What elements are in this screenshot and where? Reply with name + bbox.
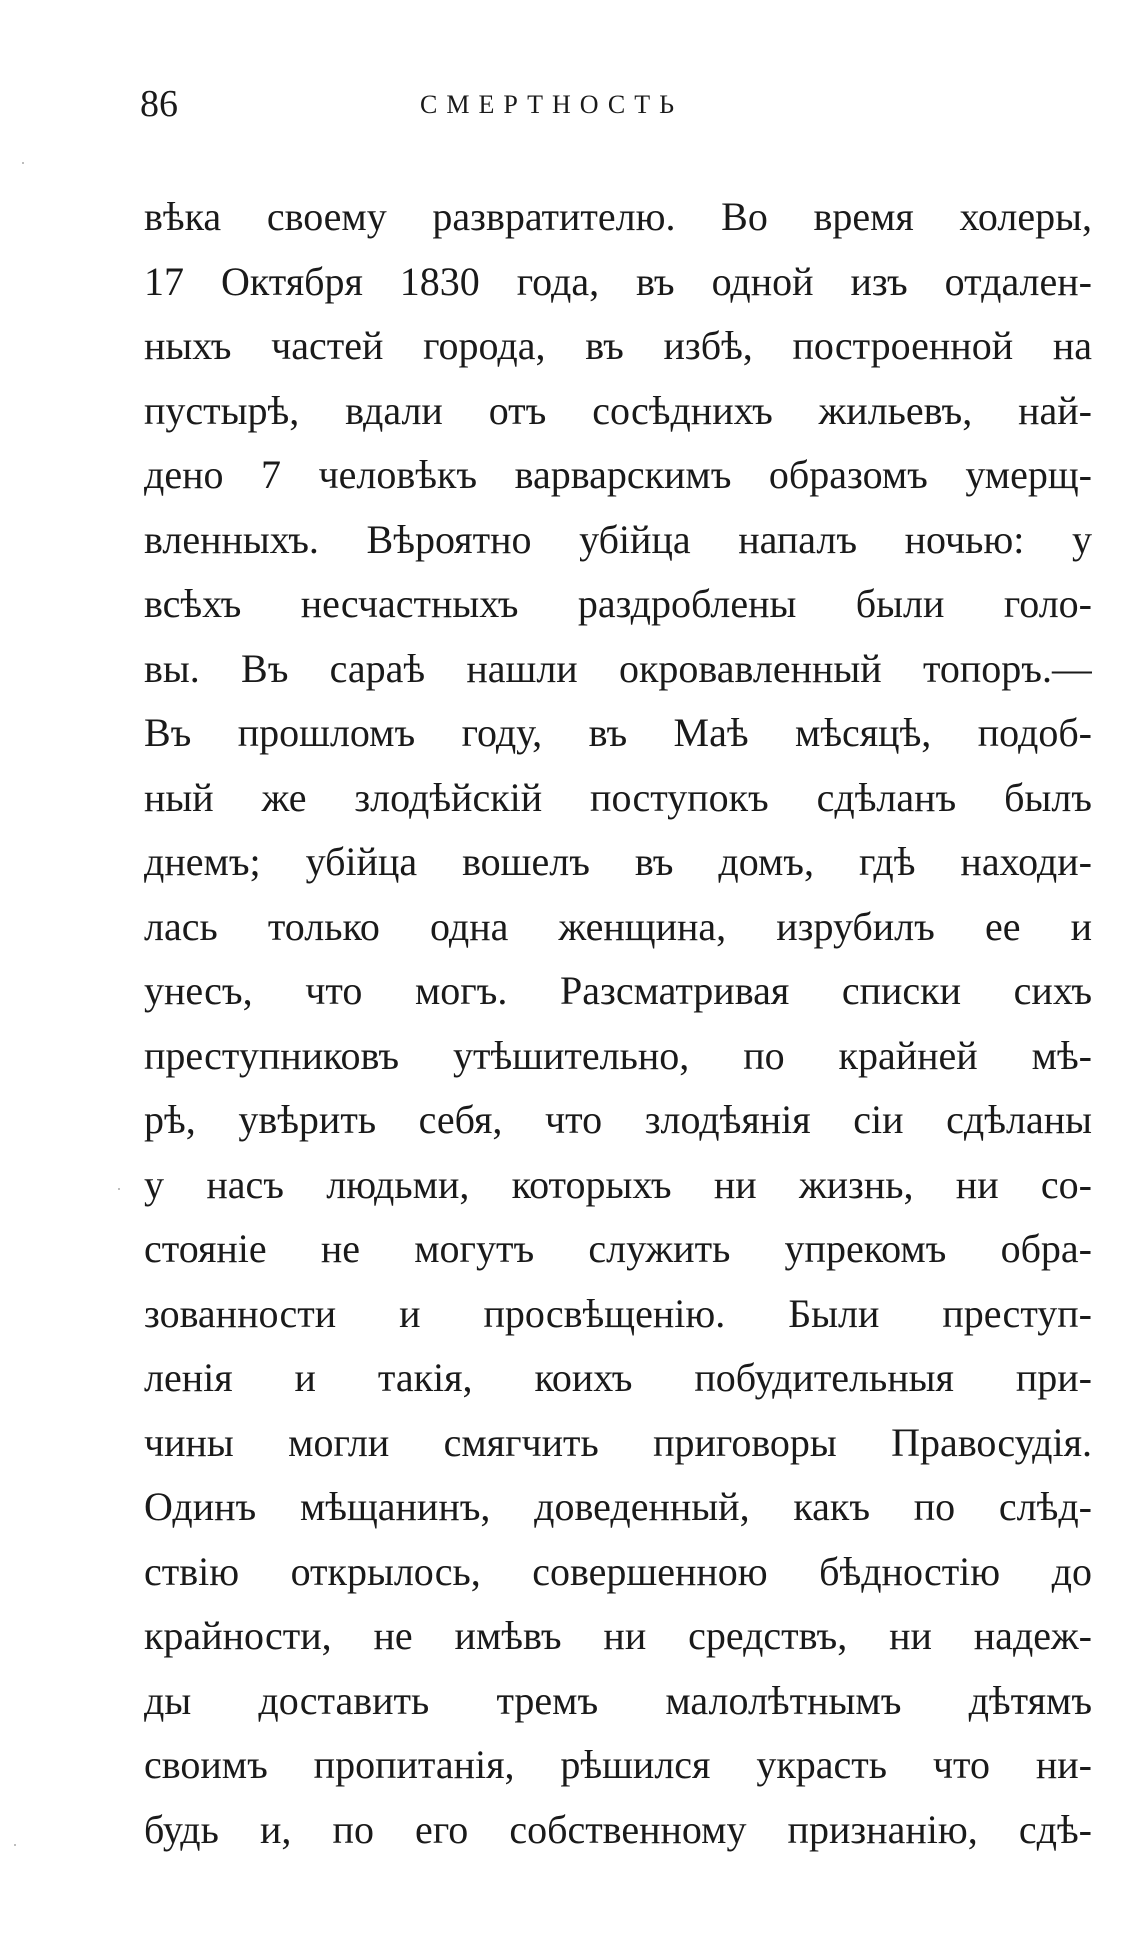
text-line: 17 Октября 1830 года, въ одной изъ отдален- xyxy=(144,258,1092,304)
text-line: ный же злодѣйскій поступокъ сдѣланъ былъ xyxy=(144,774,1092,820)
text-line: Одинъ мѣщанинъ, доведенный, какъ по слѣд- xyxy=(144,1484,1092,1529)
text-line: стояніе не могутъ служить упрекомъ обра- xyxy=(144,1226,1092,1271)
text-line: вленныхъ. Вѣроятно убійца напалъ ночью: у xyxy=(144,516,1092,562)
text-line: вѣка своему развратителю. Во время холеры, xyxy=(144,194,1092,239)
text-line: ныхъ частей города, въ избѣ, построенной на xyxy=(144,323,1092,368)
text-line: дено 7 человѣкъ варварскимъ образомъ умерщ- xyxy=(144,452,1092,497)
text-line: всѣхъ несчастныхъ раздроблены были голо- xyxy=(144,581,1092,626)
scan-speck xyxy=(14,1844,16,1846)
text-line: пустырѣ, вдали отъ сосѣднихъ жильевъ, най- xyxy=(144,387,1092,433)
text-line: Въ прошломъ году, въ Маѣ мѣсяцѣ, подоб- xyxy=(144,710,1092,755)
text-line: зованности и просвѣщенію. Были преступ- xyxy=(144,1290,1092,1336)
text-line: лась только одна женщина, изрубилъ ее и xyxy=(144,903,1092,949)
scan-speck xyxy=(22,162,24,164)
text-line: преступниковъ утѣшительно, по крайней мѣ- xyxy=(144,1032,1092,1078)
text-line: унесъ, что могъ. Разсматривая списки сихъ xyxy=(144,968,1092,1013)
page-number: 86 xyxy=(140,83,178,125)
text-line: ствію открылось, совершенною бѣдностію до xyxy=(144,1548,1092,1594)
text-line: рѣ, увѣрить себя, что злодѣянія сіи сдѣланы xyxy=(144,1097,1092,1142)
text-line: чины могли смягчить приговоры Правосудія. xyxy=(144,1419,1092,1465)
text-line: ды доставить тремъ малолѣтнымъ дѣтямъ xyxy=(144,1677,1092,1723)
scan-speck xyxy=(118,1188,120,1190)
text-line: будь и, по его собственному признанію, сдѣ- xyxy=(144,1806,1092,1852)
body-text xyxy=(144,185,1092,1862)
text-line: днемъ; убійца вошелъ въ домъ, гдѣ находи- xyxy=(144,839,1092,884)
running-title: СМЕРТНОСТЬ xyxy=(420,90,684,119)
text-line: ленія и такія, коихъ побудительныя при- xyxy=(144,1355,1092,1400)
text-line: крайности, не имѣвъ ни средствъ, ни надеж- xyxy=(144,1613,1092,1658)
page-header xyxy=(140,84,1100,134)
text-line: у насъ людьми, которыхъ ни жизнь, ни со- xyxy=(144,1161,1092,1207)
text-line: вы. Въ сараѣ нашли окровавленный топоръ.— xyxy=(144,645,1092,691)
text-line: своимъ пропитанія, рѣшился украсть что ни- xyxy=(144,1742,1092,1787)
